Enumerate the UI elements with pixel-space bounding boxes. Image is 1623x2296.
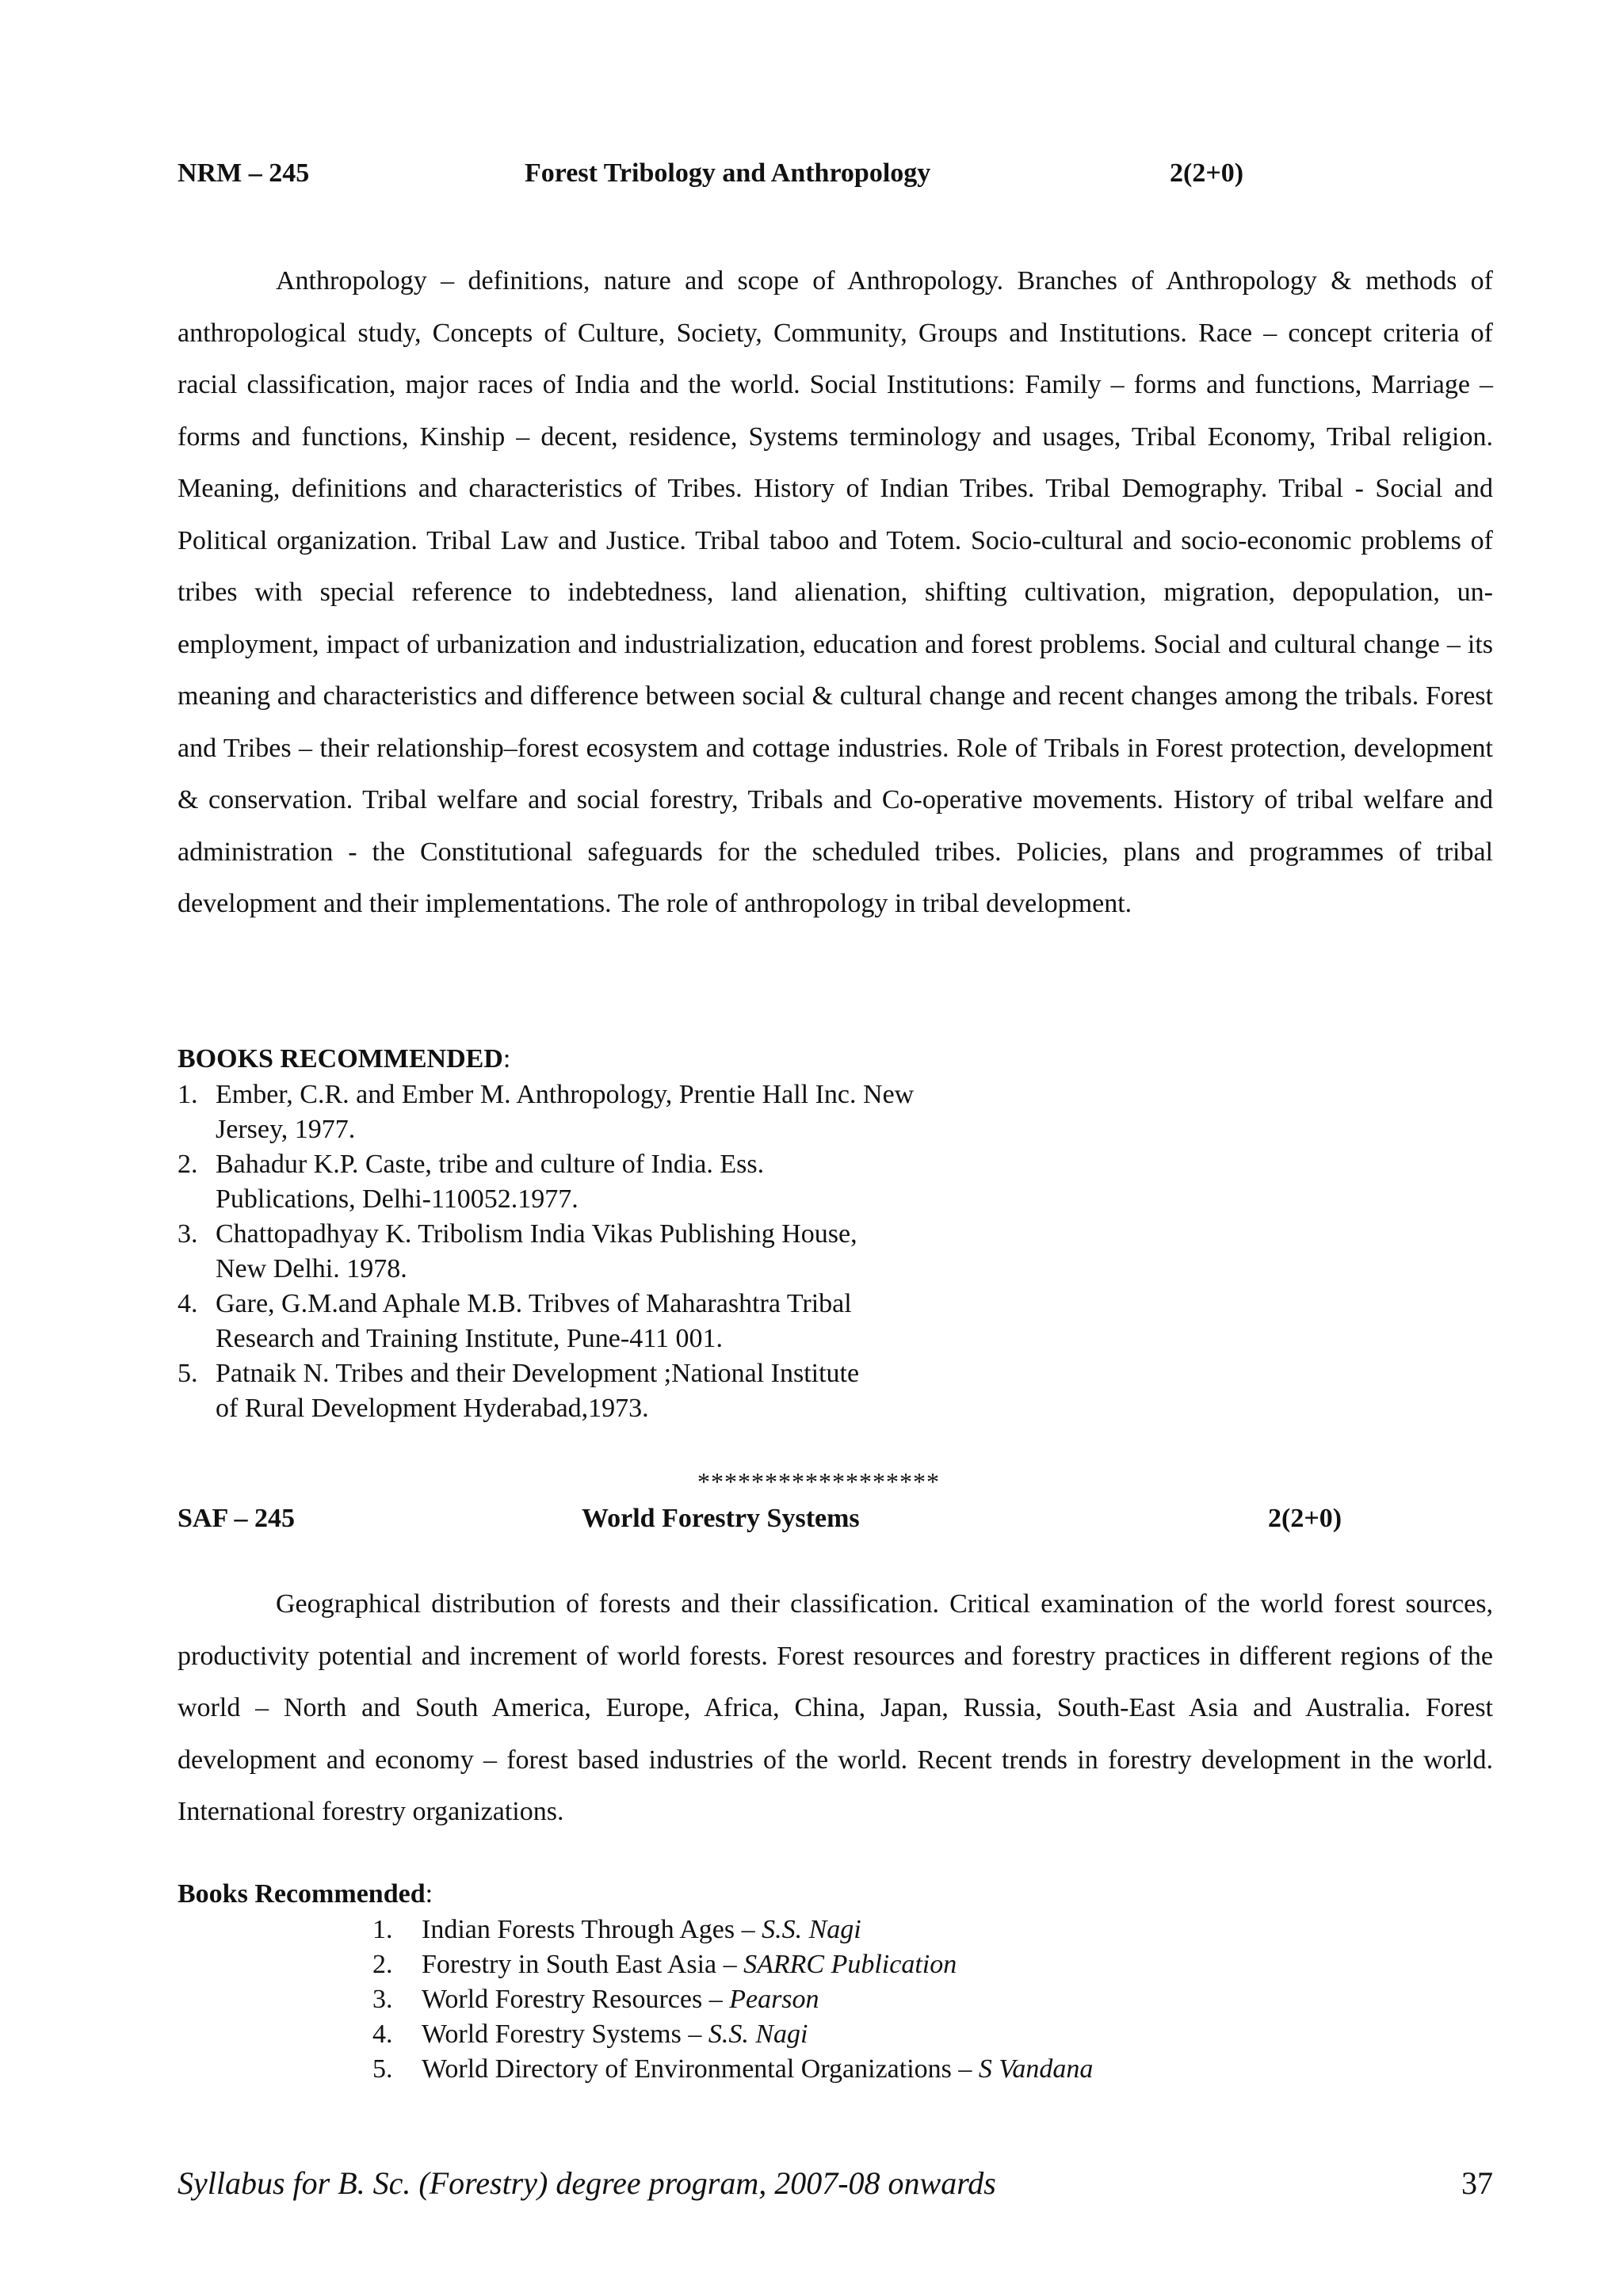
course-credits: 2(2+0) (1170, 158, 1244, 188)
book-title: World Forestry Resources (422, 1985, 703, 2014)
books-heading-colon: : (425, 1879, 433, 1909)
page-footer (178, 2164, 1493, 2209)
books-list-saf245 (372, 1913, 1403, 2087)
book-sep: – (702, 1985, 730, 2014)
book-line: Patnaik N. Tribes and their Development ;National Institute (216, 1359, 860, 1388)
book-number: 5. (178, 1359, 198, 1388)
book-number: 4. (178, 1289, 198, 1318)
book-item (178, 1287, 1049, 1356)
book-line: Bahadur K.P. Caste, tribe and culture of India. Ess. (216, 1150, 765, 1179)
book-number: 2. (372, 1950, 393, 1979)
book-item (372, 1947, 1403, 1982)
book-author: SARRC Publication (743, 1950, 957, 1979)
book-sep: – (681, 2019, 708, 2049)
books-heading-label: Books Recommended (178, 1879, 426, 1909)
book-line: Jersey, 1977. (216, 1115, 356, 1144)
books-recommended-heading (178, 1044, 510, 1074)
books-heading-label: BOOKS RECOMMENDED (178, 1044, 503, 1074)
book-line: Ember, C.R. and Ember M. Anthropology, Prentie Hall Inc. New (216, 1080, 915, 1109)
book-number: 3. (178, 1219, 198, 1249)
section-separator: ****************** (697, 1467, 940, 1496)
book-item (178, 1147, 1049, 1217)
book-item (372, 2052, 1403, 2087)
book-line: Research and Training Institute, Pune-411 001. (216, 1324, 723, 1353)
course-description: Geographical distribution of forests and their classification. Critical examination of the world forest sources, productivity potential and increment of world forests. Forest resources and forestry practices in different regions of the world – North and South America, Europe, Africa, China, Japan, Russia, South-East Asia and Australia. Forest development and economy – forest based industries of the world. Recent trends in forestry development in the world. International forestry organizations. (178, 1589, 1493, 1826)
book-number: 5. (372, 2054, 393, 2084)
course-code: NRM – 245 (178, 158, 310, 188)
book-title: World Directory of Environmental Organizations (422, 2054, 952, 2084)
book-title: Forestry in South East Asia (422, 1950, 717, 1979)
page-number: 37 (1461, 2165, 1493, 2201)
book-author: S.S. Nagi (762, 1915, 861, 1944)
course-description: Anthropology – definitions, nature and scope of Anthropology. Branches of Anthropology & methods of anthropological study, Concepts of Culture, Society, Community, Groups and Institutions. Race – concept criteria of racial classification, major races of India and the world. Social Institutions: Family – forms and functions, Marriage – forms and functions, Kinship – decent, residence, Systems terminology and usages, Tribal Economy, Tribal religion. Meaning, definitions and characteristics of Tribes. History of Indian Tribes. Tribal Demography. Tribal - Social and Political organization. Tribal Law and Justice. Tribal taboo and Totem. Socio-cultural and socio-economic problems of tribes with special reference to indebtedness, land alienation, shifting cultivation, migration, depopulation, un-employment, impact of urbanization and industrialization, education and forest problems. Social and cultural change – its meaning and characteristics and difference between social & cultural change and recent changes among the tribals. Forest and Tribes – their relationship–forest ecosystem and cottage industries. Role of Tribals in Forest protection, development & conservation. Tribal welfare and social forestry, Tribals and Co-operative movements. History of tribal welfare and administration - the Constitutional safeguards for the scheduled tribes. Policies, plans and programmes of tribal development and their implementations. The role of anthropology in tribal development. (178, 266, 1493, 918)
book-line: Chattopadhyay K. Tribolism India Vikas Publishing House, (216, 1219, 857, 1249)
course-title: World Forestry Systems (582, 1504, 860, 1533)
book-item (372, 1913, 1403, 1947)
footer-text: Syllabus for B. Sc. (Forestry) degree program, 2007-08 onwards (178, 2165, 996, 2201)
book-number: 4. (372, 2019, 393, 2049)
course-credits: 2(2+0) (1268, 1504, 1342, 1533)
books-recommended-heading (178, 1879, 433, 1909)
book-author: S Vandana (978, 2054, 1094, 2084)
book-number: 3. (372, 1985, 393, 2014)
book-author: S.S. Nagi (708, 2019, 808, 2049)
book-author: Pearson (729, 1985, 819, 2014)
book-item (178, 1356, 1049, 1426)
books-list-nrm245 (178, 1077, 1049, 1426)
course-header-saf245 (178, 1504, 1493, 1542)
book-item (178, 1077, 1049, 1147)
course-code: SAF – 245 (178, 1504, 295, 1533)
book-line: New Delhi. 1978. (216, 1254, 407, 1283)
course-header-nrm245 (178, 158, 1493, 196)
book-number: 1. (178, 1080, 198, 1109)
book-line: of Rural Development Hyderabad,1973. (216, 1394, 649, 1423)
book-item (372, 2017, 1403, 2052)
book-sep: – (735, 1915, 762, 1944)
course-title: Forest Tribology and Anthropology (525, 158, 931, 188)
book-sep: – (716, 1950, 744, 1979)
book-line: Gare, G.M.and Aphale M.B. Tribves of Maharashtra Tribal (216, 1289, 852, 1318)
book-number: 1. (372, 1915, 393, 1944)
book-sep: – (951, 2054, 979, 2084)
book-title: Indian Forests Through Ages (422, 1915, 735, 1944)
book-title: World Forestry Systems (422, 2019, 682, 2049)
books-heading-colon: : (502, 1044, 511, 1074)
book-line: Publications, Delhi-110052.1977. (216, 1184, 579, 1214)
book-item (372, 1982, 1403, 2017)
book-number: 2. (178, 1150, 198, 1179)
book-item (178, 1217, 1049, 1287)
